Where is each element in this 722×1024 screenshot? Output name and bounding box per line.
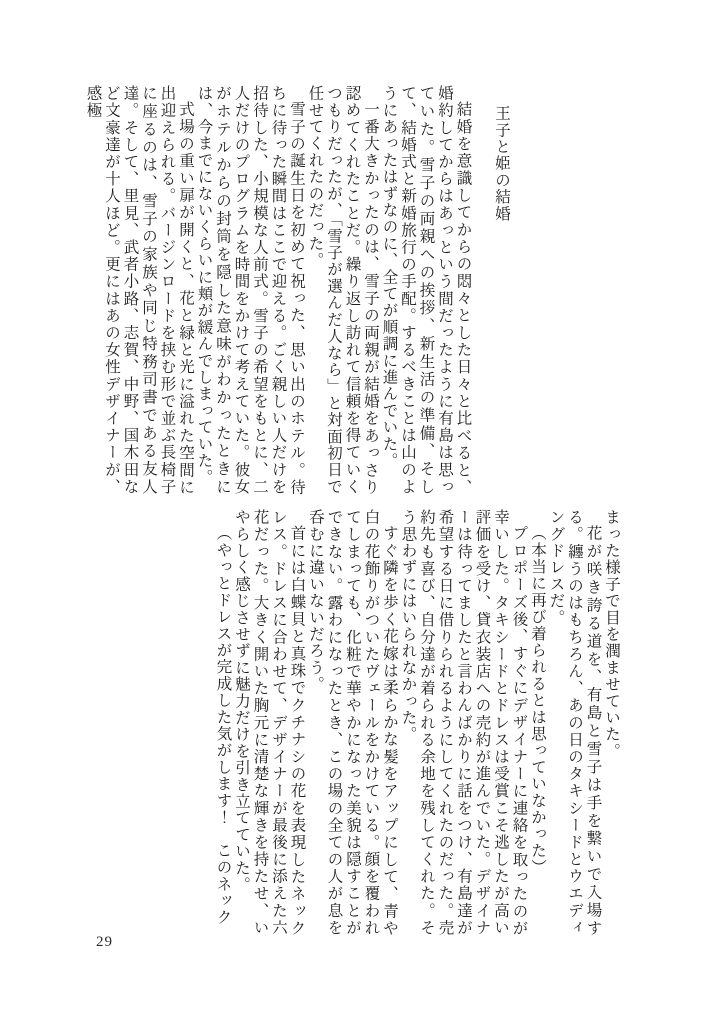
paragraph: （やっとドレスが完成した気がします！ このネック — [214, 524, 232, 926]
paragraph-continuation: まった様子で目を潤ませていた。 — [603, 509, 620, 760]
paragraph: すぐ隣を歩く花嫁は柔らかな髪をアップにして、青や白の花飾りがついたヴェールをかけている。顔を覆われてしまっても、化粧で華やかになった美貌は隠すことができない。露わになったとき、この場の全ての人が息を呑むに違いないだろう。 — [307, 509, 398, 936]
paragraph: 花が咲き誇る道を、有島と雪子は手を繋いで入場する。纏うのはもちろん、あの日のタキシードとウエディングドレスだ。 — [547, 509, 602, 936]
lower-text-band — [213, 509, 620, 936]
paragraph: プロポーズ後、すぐにデザイナーに連絡を取ったのが幸いした。タキシードとドレスは受賞こそ逃したが高い評価を受け、貸衣装店への売約が進んでいた。デザイナーは待ってましたと言わんばかりに話をつけ、有島達が希望する日に借りられるようにしてくれたのだった。売約先も喜び、自分達が着られる余地を残してくれた。そう思わずにはいられなかった。 — [399, 509, 528, 936]
chapter-title: 王子と姫の結婚 — [493, 105, 510, 223]
paragraph: （本当に再び着られるとは思っていなかった） — [529, 524, 546, 876]
upper-text-band — [83, 85, 510, 495]
paragraph: 式場の重い扉が開くと、花と緑と光に溢れた空間に出迎えられる。バージンロードを挟む形で並ぶ長椅子に座るのは、雪子の家族や同じ特務司書である友人達。そして、里見、武者小路、志賀、中野、国木田など文豪達が十人ほど。更にはあの女性デザイナーが、感極 — [84, 85, 194, 495]
paragraph: 結婚を意識してからの悶々とした日々と比べると、婚約してからはあっという間だったように有島は思っていた。雪子の両親への挨拶、新生活の準備、そして、結婚式と新婚旅行の手配。するべきことは山のようにあったはずなのに、全てが順調に進んでいた。 — [380, 85, 472, 495]
paragraph: 一番大きかったのは、雪子の両親が結婚をあっさり認めてくれたことだ。繰り返し訪れて信頼を得ていくつもりだったが、「雪子が選んだ人なら」と対面初日で任せてくれたのだった。 — [306, 85, 379, 495]
paragraph: 首には白蝶貝と真珠でクチナシの花を表現したネックレス。ドレスに合わせて、デザイナーが最後に添えた六花だった。大きく開いた胸元に清楚な輝きを持たせ、いやらしく感じさせずに魅力だけを引き立てていた。 — [233, 509, 306, 936]
paragraph: 雪子の誕生日を初めて祝った、思い出のホテル。待ちに待った瞬間はここで迎える。ごく親しい人だけを招待した、小規模な人前式。雪子の希望をもとに、二人だけのプログラムを時間をかけて考えていた。彼女がホテルからの封筒を隠した意味がわかったときには、今までにないくらいに頬が緩んでしまっていた。 — [195, 85, 305, 495]
page-number: 29 — [96, 934, 113, 950]
